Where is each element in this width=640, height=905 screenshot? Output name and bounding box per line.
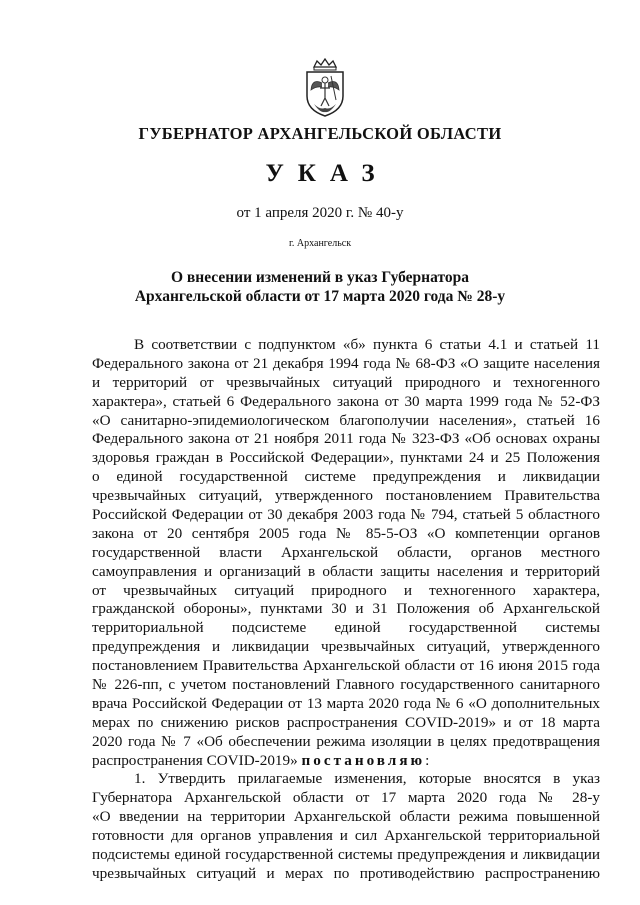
body-line: характера», статьей 6 Федерального закона от 30 марта 1999 года № 52-ФЗ bbox=[92, 392, 600, 410]
document-body bbox=[92, 336, 600, 884]
item-1-line: 1. Утвердить прилагаемые изменения, которые вносятся в указ bbox=[134, 770, 600, 788]
body-line: предупреждения и ликвидации чрезвычайных ситуаций, утвержденного bbox=[92, 638, 600, 656]
body-line-decree bbox=[92, 752, 600, 771]
body-line: постановлением Правительства Архангельской области от 16 июня 2015 года bbox=[92, 657, 600, 675]
title-line: Архангельской области от 17 марта 2020 года № 28-у bbox=[134, 288, 506, 305]
body-line: государственной власти Архангельской области, органов местного bbox=[92, 543, 600, 561]
body-line: В соответствии с подпунктом «б» пункта 6 статьи 4.1 и статьей 11 bbox=[134, 336, 600, 353]
document-date-number: от 1 апреля 2020 г. № 40-у bbox=[236, 205, 404, 221]
body-line: чрезвычайных ситуаций, утвержденного постановлением Правительства bbox=[92, 487, 600, 505]
item-1-line: «О введении на территории Архангельской области режима повышенной bbox=[92, 808, 600, 826]
item-1-line: готовности для органов управления и сил Архангельской территориальной bbox=[92, 827, 600, 845]
issuing-authority: ГУБЕРНАТОР АРХАНГЕЛЬСКОЙ ОБЛАСТИ bbox=[138, 124, 502, 143]
item-1-line: подсистемы единой государственной системы предупреждения и ликвидации bbox=[92, 846, 600, 864]
document-type: УКАЗ bbox=[265, 160, 389, 187]
body-line: о единой государственной системе предупреждения и ликвидации bbox=[92, 468, 600, 486]
body-line: самоуправления и организаций в области защиты населения и территорий bbox=[92, 562, 600, 580]
document-city: г. Архангельск bbox=[288, 238, 352, 249]
decree-word: постановляю bbox=[301, 751, 426, 769]
body-line: закона от 20 сентября 2005 года № 85-5-ОЗ «О компетенции органов bbox=[92, 524, 600, 542]
body-line: здоровья граждан в Российской Федерации», пунктами 24 и 25 Положения bbox=[92, 449, 600, 467]
body-line: врача Российской Федерации от 13 марта 2020 года № 6 «О дополнительных bbox=[92, 694, 600, 712]
document-title bbox=[0, 268, 640, 306]
body-line: Федерального закона от 21 ноября 2011 года № 323-ФЗ «Об основах охраны bbox=[92, 430, 600, 448]
body-line: «О санитарно-эпидемиологическом благополучии населения», статьей 16 bbox=[92, 411, 600, 429]
decree-colon: : bbox=[425, 751, 430, 769]
body-line: территориальной подсистеме единой государственной системы bbox=[92, 619, 600, 637]
item-1-line: чрезвычайных ситуаций и мерах по противодействию распространению bbox=[92, 864, 600, 882]
item-1-line: Губернатора Архангельской области от 17 марта 2020 года № 28-у bbox=[92, 789, 600, 807]
body-line: мерах по снижению рисков распространения COVID-2019» и от 18 марта bbox=[92, 713, 600, 731]
body-line: 2020 года № 7 «Об обеспечении режима изоляции в целях предотвращения bbox=[92, 732, 600, 750]
body-line-text: распространения COVID-2019» bbox=[92, 751, 298, 769]
body-line: гражданской обороны», пунктами 30 и 31 Положения об Архангельской bbox=[92, 600, 600, 618]
archangel-coat-of-arms-icon bbox=[300, 58, 350, 118]
body-line: от чрезвычайных ситуаций природного и техногенного характера, bbox=[92, 581, 600, 599]
body-line: № 226-пп, с учетом постановлений Главного государственного санитарного bbox=[92, 676, 600, 694]
body-line: Российской Федерации от 30 декабря 2003 года № 794, статьей 5 областного bbox=[92, 506, 600, 524]
body-line: и территорий от чрезвычайных ситуаций природного и техногенного bbox=[92, 373, 600, 391]
body-line: Федерального закона от 21 декабря 1994 года № 68-ФЗ «О защите населения bbox=[92, 354, 600, 372]
title-line: О внесении изменений в указ Губернатора bbox=[171, 269, 469, 286]
